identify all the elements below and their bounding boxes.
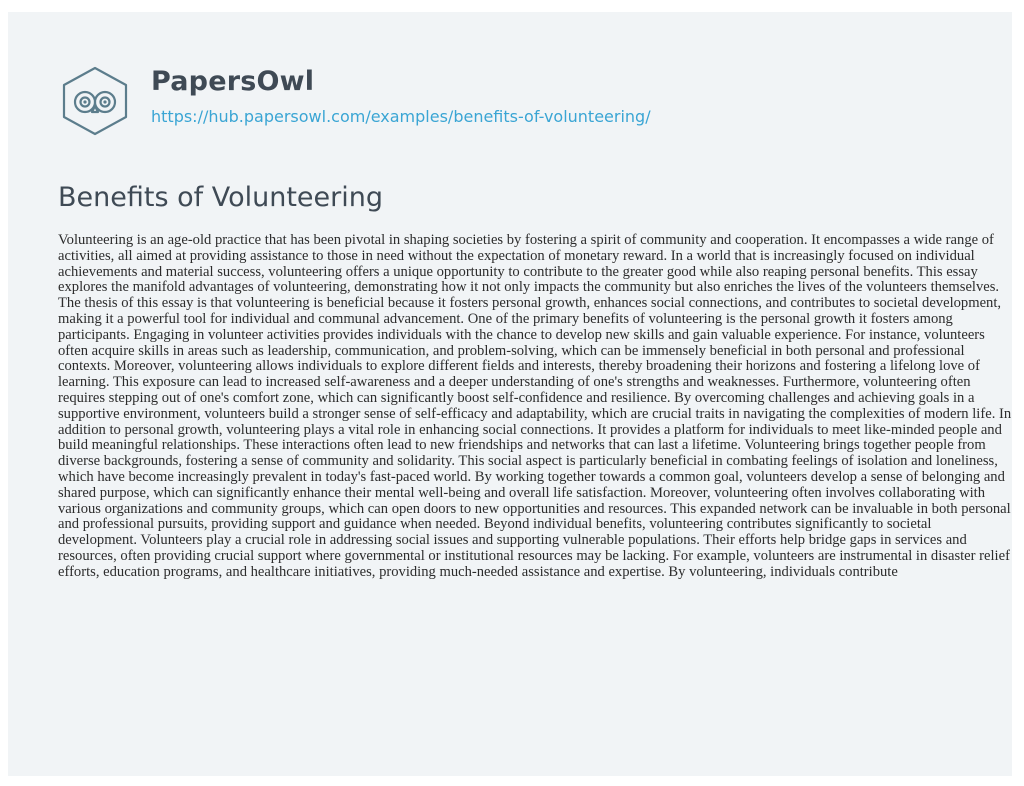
brand-name[interactable]: PapersOwl (151, 66, 315, 97)
document-page (8, 12, 1012, 776)
source-url-link[interactable]: https://hub.papersowl.com/examples/benefits-of-volunteering/ (151, 107, 651, 126)
owl-logo-icon (58, 66, 132, 136)
document-title: Benefits of Volunteering (58, 182, 383, 213)
essay-body-text: Volunteering is an age-old practice that has been pivotal in shaping societies by fostering a spirit of community and cooperation. It encompasses a wide range of activities, all aimed at providing assistance to those in need without the expectation of monetary reward. In a world that is increasingly focused on individual achievements and material success, volunteering offers a unique opportunity to contribute to the greater good while also reaping personal benefits. This essay explores the manifold advantages of volunteering, demonstrating how it not only impacts the community but also enriches the lives of the volunteers themselves. The thesis of this essay is that volunteering is beneficial because it fosters personal growth, enhances social connections, and contributes to societal development, making it a powerful tool for individual and communal advancement. One of the primary benefits of volunteering is the personal growth it fosters among participants. Engaging in volunteer activities provides individuals with the chance to develop new skills and gain valuable experience. For instance, volunteers often acquire skills in areas such as leadership, communication, and problem-solving, which can be immensely beneficial in both personal and professional contexts. Moreover, volunteering allows individuals to explore different fields and interests, thereby broadening their horizons and fostering a lifelong love of learning. This exposure can lead to increased self-awareness and a deeper understanding of one's strengths and weaknesses. Furthermore, volunteering often requires stepping out of one's comfort zone, which can significantly boost self-confidence and resilience. By overcoming challenges and achieving goals in a supportive environment, volunteers build a stronger sense of self-efficacy and adaptability, which are crucial traits in navigating the complexities of modern life. In addition to personal growth, volunteering plays a vital role in enhancing social connections. It provides a platform for individuals to meet like-minded people and build meaningful relationships. These interactions often lead to new friendships and networks that can last a lifetime. Volunteering brings together people from diverse backgrounds, fostering a sense of community and solidarity. This social aspect is particularly beneficial in combating feelings of isolation and loneliness, which have become increasingly prevalent in today's fast-paced world. By working together towards a common goal, volunteers develop a sense of belonging and shared purpose, which can significantly enhance their mental well-being and overall life satisfaction. Moreover, volunteering often involves collaborating with various organizations and community groups, which can open doors to new opportunities and resources. This expanded network can be invaluable in both personal and professional pursuits, providing support and guidance when needed. Beyond individual benefits, volunteering contributes significantly to societal development. Volunteers play a crucial role in addressing social issues and supporting vulnerable populations. Their efforts help bridge gaps in services and resources, often providing crucial support where governmental or institutional resources may be lacking. For example, volunteers are instrumental in disaster relief efforts, education programs, and healthcare initiatives, providing much-needed assistance and expertise. By volunteering, individuals contribute (58, 232, 1012, 580)
